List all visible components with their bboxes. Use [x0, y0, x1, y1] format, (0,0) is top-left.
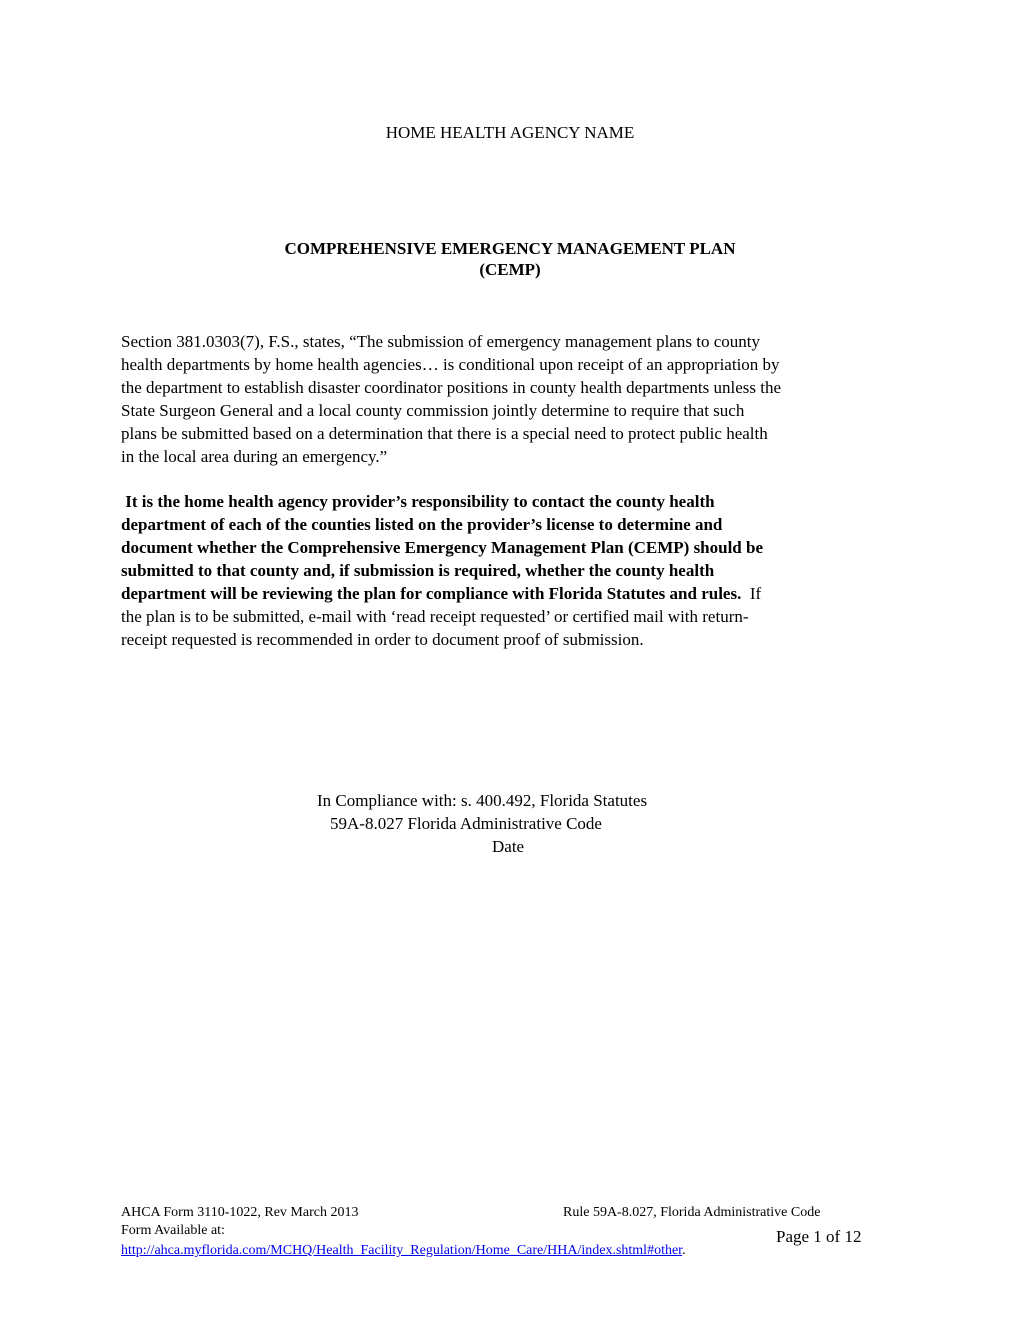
- page-footer: [0, 1198, 1020, 1278]
- statute-quote-paragraph: [121, 330, 911, 468]
- paragraph-line: plans be submitted based on a determination that there is a special need to protect public health: [121, 424, 768, 443]
- plain-paragraph-segment: If: [741, 584, 762, 603]
- footer-available-label: Form Available at:: [121, 1223, 225, 1238]
- paragraph-line: Section 381.0303(7), F.S., states, “The submission of emergency management plans to county: [121, 332, 761, 351]
- agency-name-heading: HOME HEALTH AGENCY NAME: [385, 123, 635, 142]
- form-url-link[interactable]: http://ahca.myflorida.com/MCHQ/Health_Facility_Regulation/Home_Care/HHA/index.shtml#other: [121, 1243, 683, 1258]
- title-line-1: COMPREHENSIVE EMERGENCY MANAGEMENT PLAN: [284, 239, 736, 258]
- bold-paragraph-line: submitted to that county and, if submission is required, whether the county health: [121, 561, 715, 580]
- footer-form-id: AHCA Form 3110-1022, Rev March 2013: [121, 1205, 359, 1220]
- mixed-paragraph-line: [121, 582, 911, 605]
- footer-url-line: [121, 1243, 686, 1259]
- paragraph-line: State Surgeon General and a local county commission jointly determine to require that such: [121, 401, 745, 420]
- provider-responsibility-paragraph: [121, 490, 911, 651]
- paragraph-line: the plan is to be submitted, e-mail with ‘read receipt requested’ or certified mail with return-: [121, 607, 749, 626]
- compliance-statute: In Compliance with: s. 400.492, Florida Statutes: [317, 791, 648, 810]
- footer-page-number: Page 1 of 12: [776, 1227, 862, 1246]
- paragraph-line: in the local area during an emergency.”: [121, 447, 388, 466]
- document-title: [0, 238, 1020, 280]
- compliance-rule: 59A-8.027 Florida Administrative Code: [330, 814, 602, 833]
- paragraph-line: health departments by home health agencies… is conditional upon receipt of an appropriation by: [121, 355, 780, 374]
- paragraph-line: the department to establish disaster coordinator positions in county health departments unless the: [121, 378, 782, 397]
- bold-paragraph-line: document whether the Comprehensive Emergency Management Plan (CEMP) should be: [121, 538, 764, 557]
- bold-paragraph-segment: department will be reviewing the plan for compliance with Florida Statutes and rules.: [121, 584, 742, 603]
- bold-paragraph-line: It is the home health agency provider’s responsibility to contact the county health: [121, 492, 715, 511]
- footer-url-suffix: .: [682, 1243, 686, 1258]
- paragraph-line: receipt requested is recommended in order to document proof of submission.: [121, 630, 644, 649]
- bold-paragraph-line: department of each of the counties listed on the provider’s license to determine and: [121, 515, 723, 534]
- title-line-2: (CEMP): [479, 260, 541, 279]
- footer-rule: Rule 59A-8.027, Florida Administrative Code: [563, 1205, 821, 1220]
- compliance-date: Date: [492, 837, 525, 856]
